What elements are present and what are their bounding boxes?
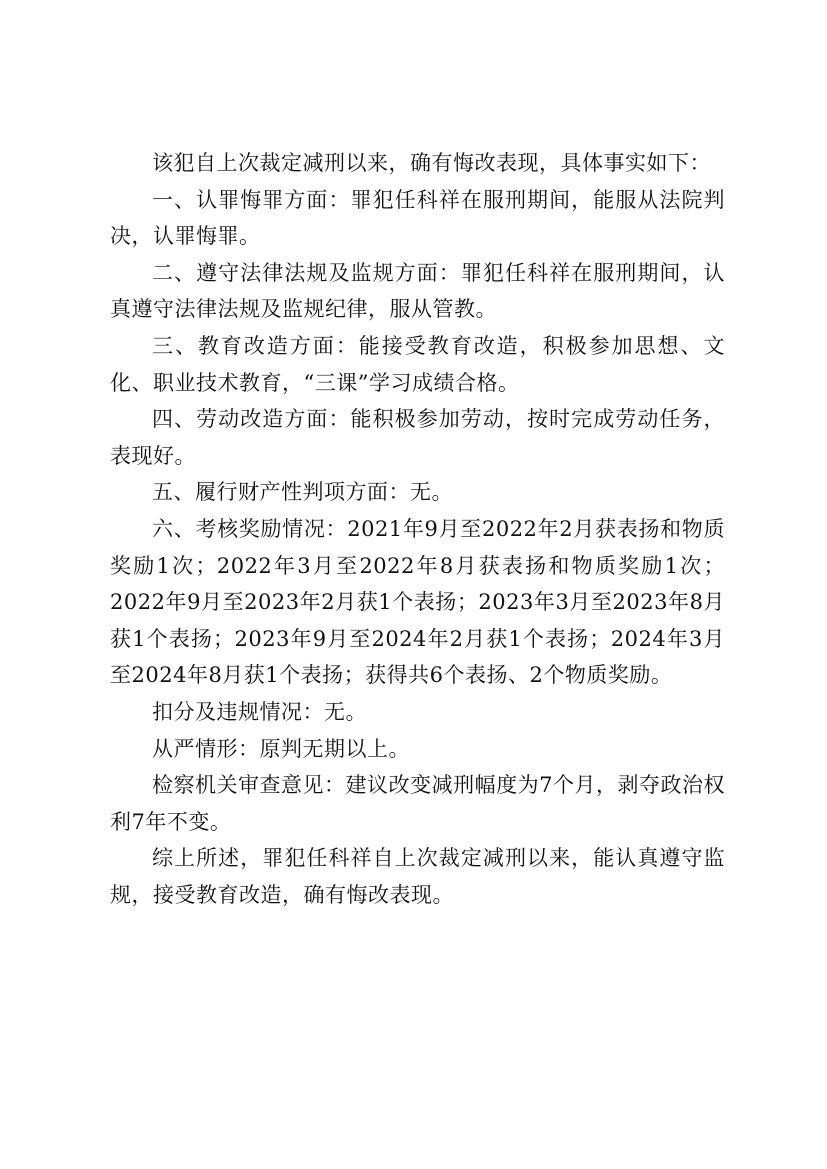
procuratorate-opinion-paragraph: 检察机关审查意见：建议改变减刑幅度为7个月，剥夺政治权利7年不变。	[110, 773, 725, 834]
conclusion-paragraph: 综上所述，罪犯任科祥自上次裁定减刑以来，能认真遵守监规，接受教育改造，确有悔改表现。	[110, 846, 725, 907]
property-judgment-paragraph: 五、履行财产性判项方面：无。	[152, 480, 453, 505]
labor-paragraph: 四、劳动改造方面：能积极参加劳动，按时完成劳动任务，表现好。	[110, 407, 725, 468]
intro-paragraph: 该犯自上次裁定减刑以来，确有悔改表现，具体事实如下：	[152, 151, 711, 175]
document-body	[110, 145, 725, 913]
repentance-paragraph: 一、认罪悔罪方面：罪犯任科祥在服刑期间，能服从法院判决，认罪悔罪。	[110, 187, 725, 249]
strict-circumstance-paragraph: 从严情形：原判无期以上。	[152, 736, 410, 761]
rewards-paragraph: 六、考核奖励情况：2021年9月至2022年2月获表扬和物质奖励1次；2022年3月至2022年8月获表扬和物质奖励1次；2022年9月至2023年2月获1个表扬；2023年3月至2023年8月获1个表扬；2023年9月至2024年2月获1个表扬；2024年3月至2024年8月获1个表扬；获得共6个表扬、2个物质奖励。	[110, 516, 725, 688]
deductions-paragraph: 扣分及违规情况：无。	[152, 699, 367, 724]
education-paragraph: 三、教育改造方面：能接受教育改造，积极参加思想、文化、职业技术教育，“三课”学习成绩合格。	[110, 333, 725, 395]
law-compliance-paragraph: 二、遵守法律法规及监规方面：罪犯任科祥在服刑期间，认真遵守法律法规及监规纪律，服从管教。	[110, 260, 725, 322]
